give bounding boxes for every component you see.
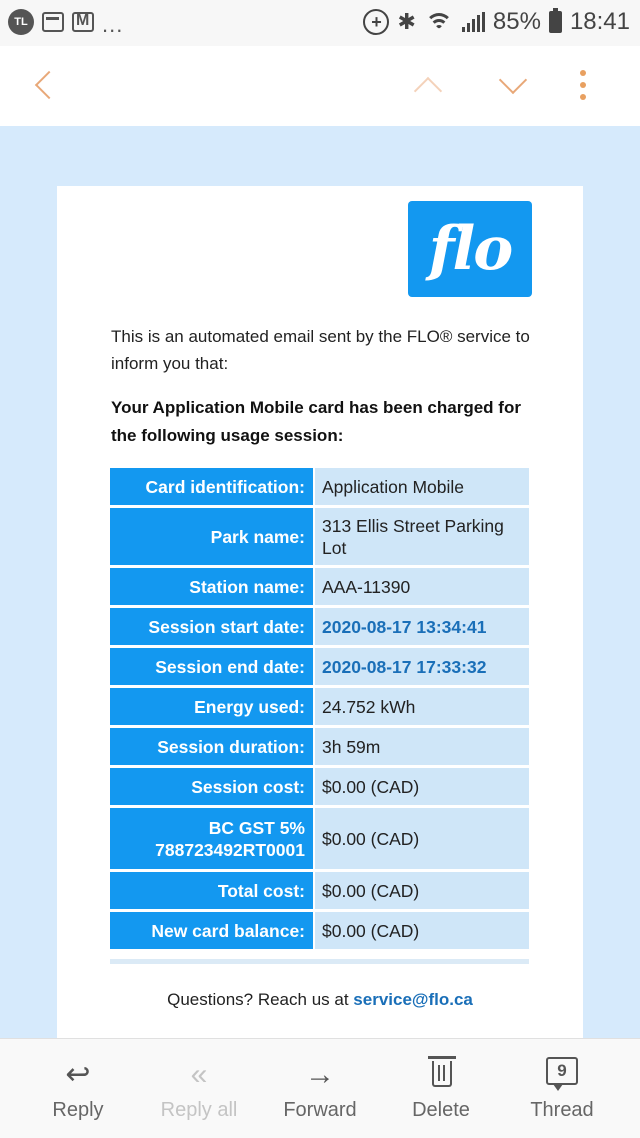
table-row [110, 872, 529, 909]
calendar-icon [42, 12, 64, 32]
more-options-button[interactable] [558, 60, 608, 110]
row-label: Session duration: [110, 728, 315, 765]
chevron-down-icon [499, 66, 527, 94]
row-label: Total cost: [110, 872, 315, 909]
row-label: Session start date: [110, 608, 315, 645]
row-value: Application Mobile [315, 468, 529, 505]
status-bar [0, 0, 640, 46]
email-action-bar [0, 1038, 640, 1138]
row-label: Energy used: [110, 688, 315, 725]
support-email-link[interactable]: service@flo.ca [353, 990, 473, 1009]
row-value: 3h 59m [315, 728, 529, 765]
row-label: Card identification: [110, 468, 315, 505]
support-text: Questions? Reach us at [167, 990, 349, 1009]
email-card [57, 186, 583, 1038]
row-label: New card balance: [110, 912, 315, 949]
row-label: BC GST 5% 788723492RT0001 [110, 808, 315, 869]
email-body[interactable] [0, 126, 640, 1038]
row-label: Session end date: [110, 648, 315, 685]
forward-label: Forward [283, 1099, 357, 1121]
clock: 18:41 [569, 8, 630, 35]
trash-icon [421, 1055, 461, 1095]
system-icons [363, 6, 630, 38]
row-label: Station name: [110, 568, 315, 605]
thread-count: 9 [546, 1057, 578, 1085]
row-value: 24.752 kWh [315, 688, 529, 725]
chevron-up-icon [414, 77, 442, 105]
reply-icon: ↩ [65, 1058, 91, 1091]
forward-icon: → [305, 1058, 335, 1091]
reply-button[interactable] [14, 1039, 142, 1138]
row-value: $0.00 (CAD) [315, 872, 529, 909]
battery-percent: 85% [492, 8, 541, 35]
table-row [110, 768, 529, 805]
reply-all-icon: « [190, 1058, 208, 1091]
thread-button[interactable] [498, 1039, 626, 1138]
table-row [110, 912, 529, 949]
notification-icons [8, 8, 123, 36]
forward-button[interactable] [256, 1039, 384, 1138]
session-start-date-link[interactable]: 2020-08-17 13:34:41 [315, 608, 529, 645]
row-value: $0.00 (CAD) [315, 912, 529, 949]
table-row [110, 808, 529, 869]
signal-icon [462, 12, 485, 32]
back-button[interactable] [20, 60, 70, 110]
table-row [110, 508, 529, 565]
reply-all-button[interactable] [135, 1039, 263, 1138]
table-row [110, 608, 529, 645]
intro-text: This is an automated email sent by the FLO® service to inform you that: [111, 327, 530, 373]
flo-logo: flo [408, 201, 532, 297]
row-value: 313 Ellis Street Parking Lot [315, 508, 529, 565]
row-label: Session cost: [110, 768, 315, 805]
table-row [110, 568, 529, 605]
wifi-icon [424, 11, 454, 33]
more-notifications-indicator: ... [102, 12, 124, 37]
chevron-left-icon [35, 71, 63, 99]
reply-label: Reply [52, 1099, 104, 1121]
kebab-menu-icon [580, 70, 586, 100]
table-row [110, 728, 529, 765]
mail-icon [72, 12, 94, 32]
thread-icon [542, 1055, 582, 1095]
bluetooth-icon: ✱ [397, 9, 416, 34]
divider [110, 959, 529, 964]
table-row [110, 688, 529, 725]
row-value: AAA-11390 [315, 568, 529, 605]
table-row [110, 648, 529, 685]
email-toolbar [0, 46, 640, 126]
charge-notice: Your Application Mobile card has been charged for the following usage session: [111, 398, 521, 445]
delete-button[interactable] [377, 1039, 505, 1138]
session-end-date-link[interactable]: 2020-08-17 17:33:32 [315, 648, 529, 685]
row-value: $0.00 (CAD) [315, 808, 529, 869]
battery-icon [549, 11, 562, 33]
reply-all-label: Reply all [160, 1099, 238, 1121]
row-label: Park name: [110, 508, 315, 565]
support-line [57, 990, 583, 1010]
data-saver-icon: + [363, 9, 389, 35]
delete-label: Delete [412, 1099, 470, 1121]
previous-email-button[interactable] [403, 60, 453, 110]
row-value: $0.00 (CAD) [315, 768, 529, 805]
table-row [110, 468, 529, 505]
app-notification-icon: TL [8, 9, 34, 35]
usage-session-table [110, 465, 529, 952]
next-email-button[interactable] [488, 60, 538, 110]
thread-label: Thread [530, 1099, 594, 1121]
